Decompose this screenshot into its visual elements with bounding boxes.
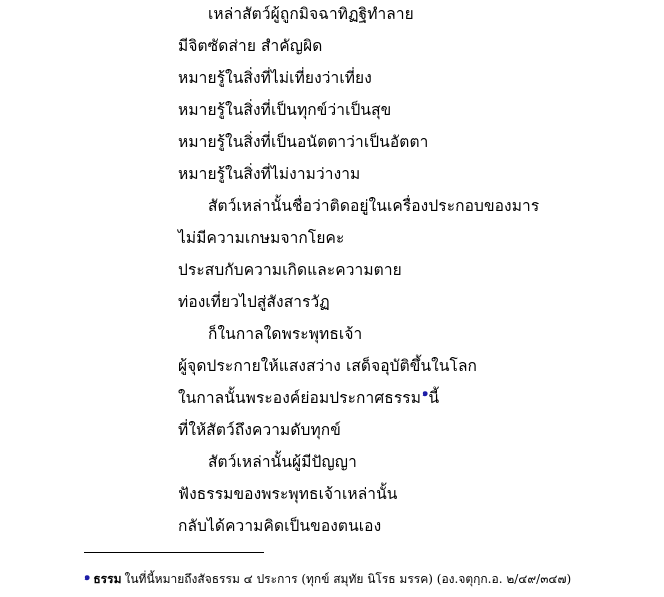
- verse-line-14: ที่ให้สัตว์ถึงความดับทุกข์: [178, 421, 341, 439]
- verse-line-13-tail: นี้: [428, 389, 440, 407]
- verse-line-3: หมายรู้ในสิ่งที่ไม่เที่ยงว่าเที่ยง: [178, 69, 372, 87]
- footnote-mark: ๑: [84, 572, 91, 583]
- verse-line-7: สัตว์เหล่านั้นชื่อว่าติดอยู่ในเครื่องประกอบของมาร: [208, 197, 540, 215]
- verse-line-13: [178, 388, 439, 411]
- verse-line-17: กลับได้ความคิดเป็นของตนเอง: [178, 517, 382, 535]
- verse-line-11: ก็ในกาลใดพระพุทธเจ้า: [208, 325, 363, 343]
- verse-line-1: เหล่าสัตว์ผู้ถูกมิจฉาทิฏฐิทำลาย: [208, 5, 414, 23]
- verse-line-10: ท่องเที่ยวไปสู่สังสารวัฏ: [178, 293, 330, 311]
- footnote-term: ธรรม: [93, 572, 122, 586]
- verse-line-8: ไม่มีความเกษมจากโยคะ: [178, 229, 345, 247]
- footnote-separator: [84, 552, 264, 553]
- verse-line-13-text: ในกาลนั้นพระองค์ย่อมประกาศธรรม: [178, 389, 422, 407]
- footnote-text: ในที่นี้หมายถึงสัจธรรม ๔ ประการ (ทุกข์ สมุทัย นิโรธ มรรค) (อง.จตุกฺก.อ. ๒/๔๙/๓๔๗): [124, 572, 572, 586]
- verse-line-2: มีจิตซัดส่าย สำคัญผิด: [178, 37, 323, 55]
- verse-line-12: ผู้จุดประกายให้แสงสว่าง เสด็จอุบัติขึ้นในโลก: [178, 357, 478, 375]
- verse-line-5: หมายรู้ในสิ่งที่เป็นอนัตตาว่าเป็นอัตตา: [178, 133, 429, 151]
- footnote: [84, 570, 571, 590]
- footnote-reference-mark[interactable]: ๑: [422, 388, 429, 399]
- verse-line-9: ประสบกับความเกิดและความตาย: [178, 261, 402, 279]
- verse-line-4: หมายรู้ในสิ่งที่เป็นทุกข์ว่าเป็นสุข: [178, 101, 392, 119]
- verse-line-16: ฟังธรรมของพระพุทธเจ้าเหล่านั้น: [178, 485, 398, 503]
- verse-line-15: สัตว์เหล่านั้นผู้มีปัญญา: [208, 453, 357, 471]
- verse-line-6: หมายรู้ในสิ่งที่ไม่งามว่างาม: [178, 165, 361, 183]
